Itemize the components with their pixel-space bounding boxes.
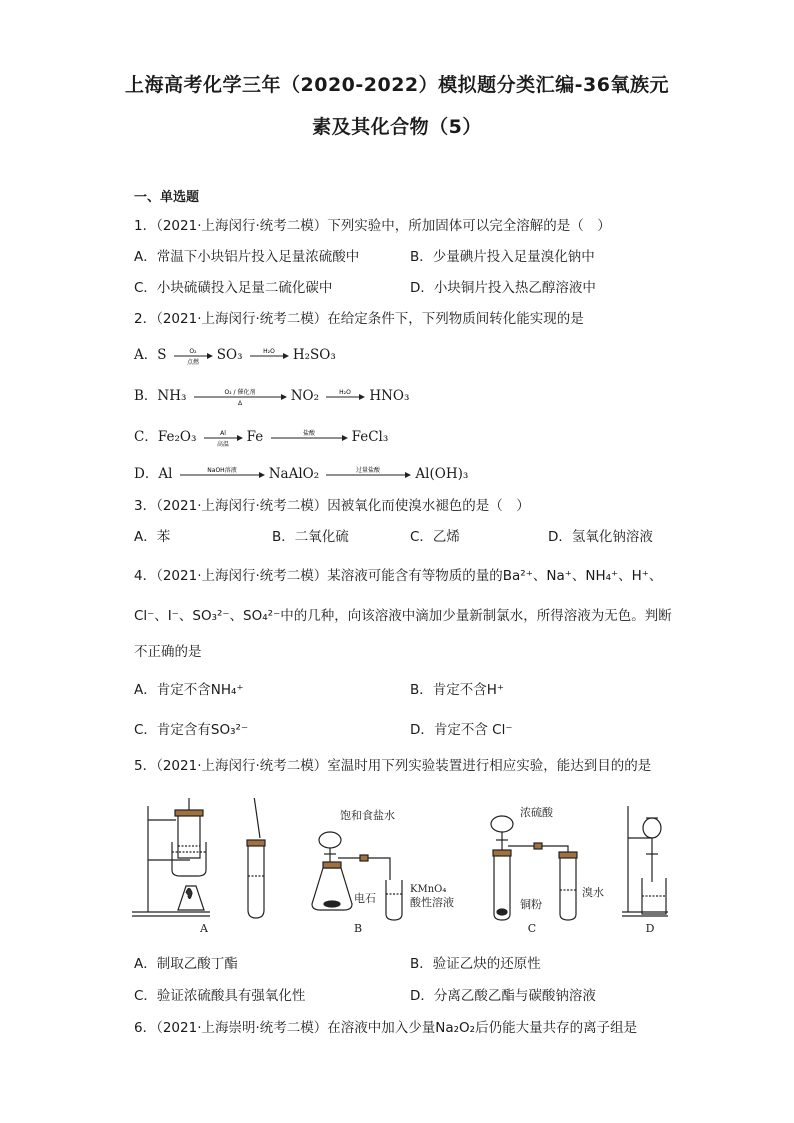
q5-option-a: A．制取乙酸丁酯	[134, 956, 238, 972]
q1-option-d: D．小块铜片投入热乙醇溶液中	[410, 280, 596, 296]
apparatus-a-label: A	[200, 922, 208, 935]
q1-option-c: C．小块硫磺投入足量二硫化碳中	[134, 280, 333, 296]
q5-stem: 5．（2021·上海闵行·统考二模）室温时用下列实验装置进行相应实验，能达到目的的是	[134, 758, 652, 774]
apparatus-d	[622, 806, 668, 935]
q2-b-s1: NH₃	[157, 388, 187, 404]
page-title-line1: 上海高考化学三年（2020-2022）模拟题分类汇编-36氧族元	[125, 74, 669, 96]
q5-apparatus-figure	[128, 798, 668, 936]
q2-d-arrow2	[325, 464, 413, 486]
section-heading: 一、单选题	[134, 190, 200, 205]
q1-stem: 1．（2021·上海闵行·统考二模）下列实验中，所加固体可以完全溶解的是（ ）	[134, 218, 611, 234]
q2-c-arrow1	[203, 427, 245, 449]
q1-option-b: B．少量碘片投入足量溴化钠中	[410, 249, 595, 265]
q2-a-label: A．	[134, 347, 158, 363]
q2-c-s2: Fe	[246, 429, 264, 445]
q2-a-a1-top: O₂	[189, 347, 197, 355]
q6-stem: 6．（2021·上海崇明·统考二模）在溶液中加入少量Na₂O₂后仍能大量共存的离子组是	[134, 1020, 638, 1036]
q4-option-c: C．肯定含有SO₃²⁻	[134, 722, 249, 738]
q2-option-c	[134, 425, 388, 449]
apparatus-c-sol-label: 溴水	[582, 886, 604, 899]
q2-option-a	[134, 343, 336, 367]
q2-d-s2: NaAlO₂	[268, 466, 320, 482]
apparatus-d-label: D	[645, 922, 655, 935]
q2-c-a1-top: Al	[219, 429, 226, 437]
q5-option-c: C．验证浓硫酸具有强氧化性	[134, 988, 306, 1004]
q2-a-arrow1	[173, 345, 215, 367]
q2-d-a2-top: 过量盐酸	[356, 466, 381, 474]
apparatus-c-funnel-label: 浓硫酸	[520, 806, 553, 819]
q2-d-arrow1	[179, 464, 267, 486]
q2-b-arrow1	[193, 386, 289, 408]
q2-b-s2: NO₂	[290, 388, 320, 404]
q2-c-a2-top: 盐酸	[302, 429, 315, 437]
q2-a-a2-top: H₂O	[263, 347, 275, 355]
q4-option-d: D．肯定不含 Cl⁻	[410, 722, 513, 738]
q3-option-c: C．乙烯	[410, 529, 460, 545]
q2-d-label: D．	[134, 466, 159, 482]
q4-option-b: B．肯定不含H⁺	[410, 682, 505, 698]
apparatus-b-label: B	[353, 922, 363, 935]
q2-b-label: B．	[134, 388, 158, 404]
q2-a-a1-bot: 点燃	[186, 358, 199, 366]
q2-b-arrow2	[325, 386, 367, 408]
q2-c-arrow2	[270, 427, 350, 449]
q3-stem: 3．（2021·上海闵行·统考二模）因被氧化而使溴水褪色的是（ ）	[134, 498, 530, 514]
q3-option-a: A．苯	[134, 529, 171, 545]
apparatus-c-label: C	[527, 922, 537, 935]
apparatus-b-sol1-label: KMnO₄	[410, 884, 447, 895]
q1-option-a: A．常温下小块铝片投入足量浓硫酸中	[134, 249, 360, 265]
q5-option-d: D．分离乙酸乙酯与碳酸钠溶液	[410, 988, 596, 1004]
q2-a-s2: SO₃	[216, 347, 243, 363]
q2-b-s3: HNO₃	[369, 388, 410, 404]
q2-a-s1: S	[157, 347, 167, 363]
apparatus-b	[312, 808, 454, 935]
q2-option-d	[134, 462, 468, 486]
q4-stem-line3: 不正确的是	[134, 644, 202, 660]
apparatus-c-solid-label: 铜粉	[520, 898, 542, 911]
q2-b-a1-top: O₂ / 催化剂	[224, 388, 256, 396]
q2-d-a1-top: NaOH溶液	[207, 466, 237, 474]
q2-a-arrow2	[249, 345, 291, 367]
q2-c-s3: FeCl₃	[351, 429, 389, 445]
q3-option-b: B．二氧化硫	[272, 529, 349, 545]
q2-c-s1: Fe₂O₃	[157, 429, 197, 445]
q2-stem: 2．（2021·上海闵行·统考二模）在给定条件下，下列物质间转化能实现的是	[134, 311, 584, 327]
q2-a-s3: H₂SO₃	[292, 347, 336, 363]
q4-option-a: A．肯定不含NH₄⁺	[134, 682, 244, 698]
q2-b-a2-top: H₂O	[339, 388, 352, 396]
q2-d-s1: Al	[158, 466, 173, 482]
q2-c-label: C．	[134, 429, 158, 445]
apparatus-b-solid-label: 电石	[354, 892, 376, 905]
apparatus-c	[491, 805, 604, 935]
q2-d-s3: Al(OH)₃	[415, 466, 469, 482]
q4-stem-line2: Cl⁻、I⁻、SO₃²⁻、SO₄²⁻中的几种，向该溶液中滴加少量新制氯水，所得溶液为无色。判断	[134, 608, 672, 624]
q5-option-b: B．验证乙炔的还原性	[410, 956, 541, 972]
q2-b-a1-bot: Δ	[237, 399, 242, 407]
q2-c-a1-bot: 高温	[216, 440, 229, 448]
apparatus-a	[132, 798, 265, 935]
q4-stem-line1: 4．（2021·上海闵行·统考二模）某溶液可能含有等物质的量的Ba²⁺、Na⁺、NH₄⁺、H⁺、	[134, 568, 663, 584]
apparatus-b-sol2-label: 酸性溶液	[410, 896, 454, 909]
q2-option-b	[134, 384, 409, 408]
page-title-line2: 素及其化合物（5）	[312, 116, 482, 138]
q3-option-d: D．氢氧化钠溶液	[548, 529, 653, 545]
apparatus-b-funnel-label: 饱和食盐水	[340, 809, 395, 822]
